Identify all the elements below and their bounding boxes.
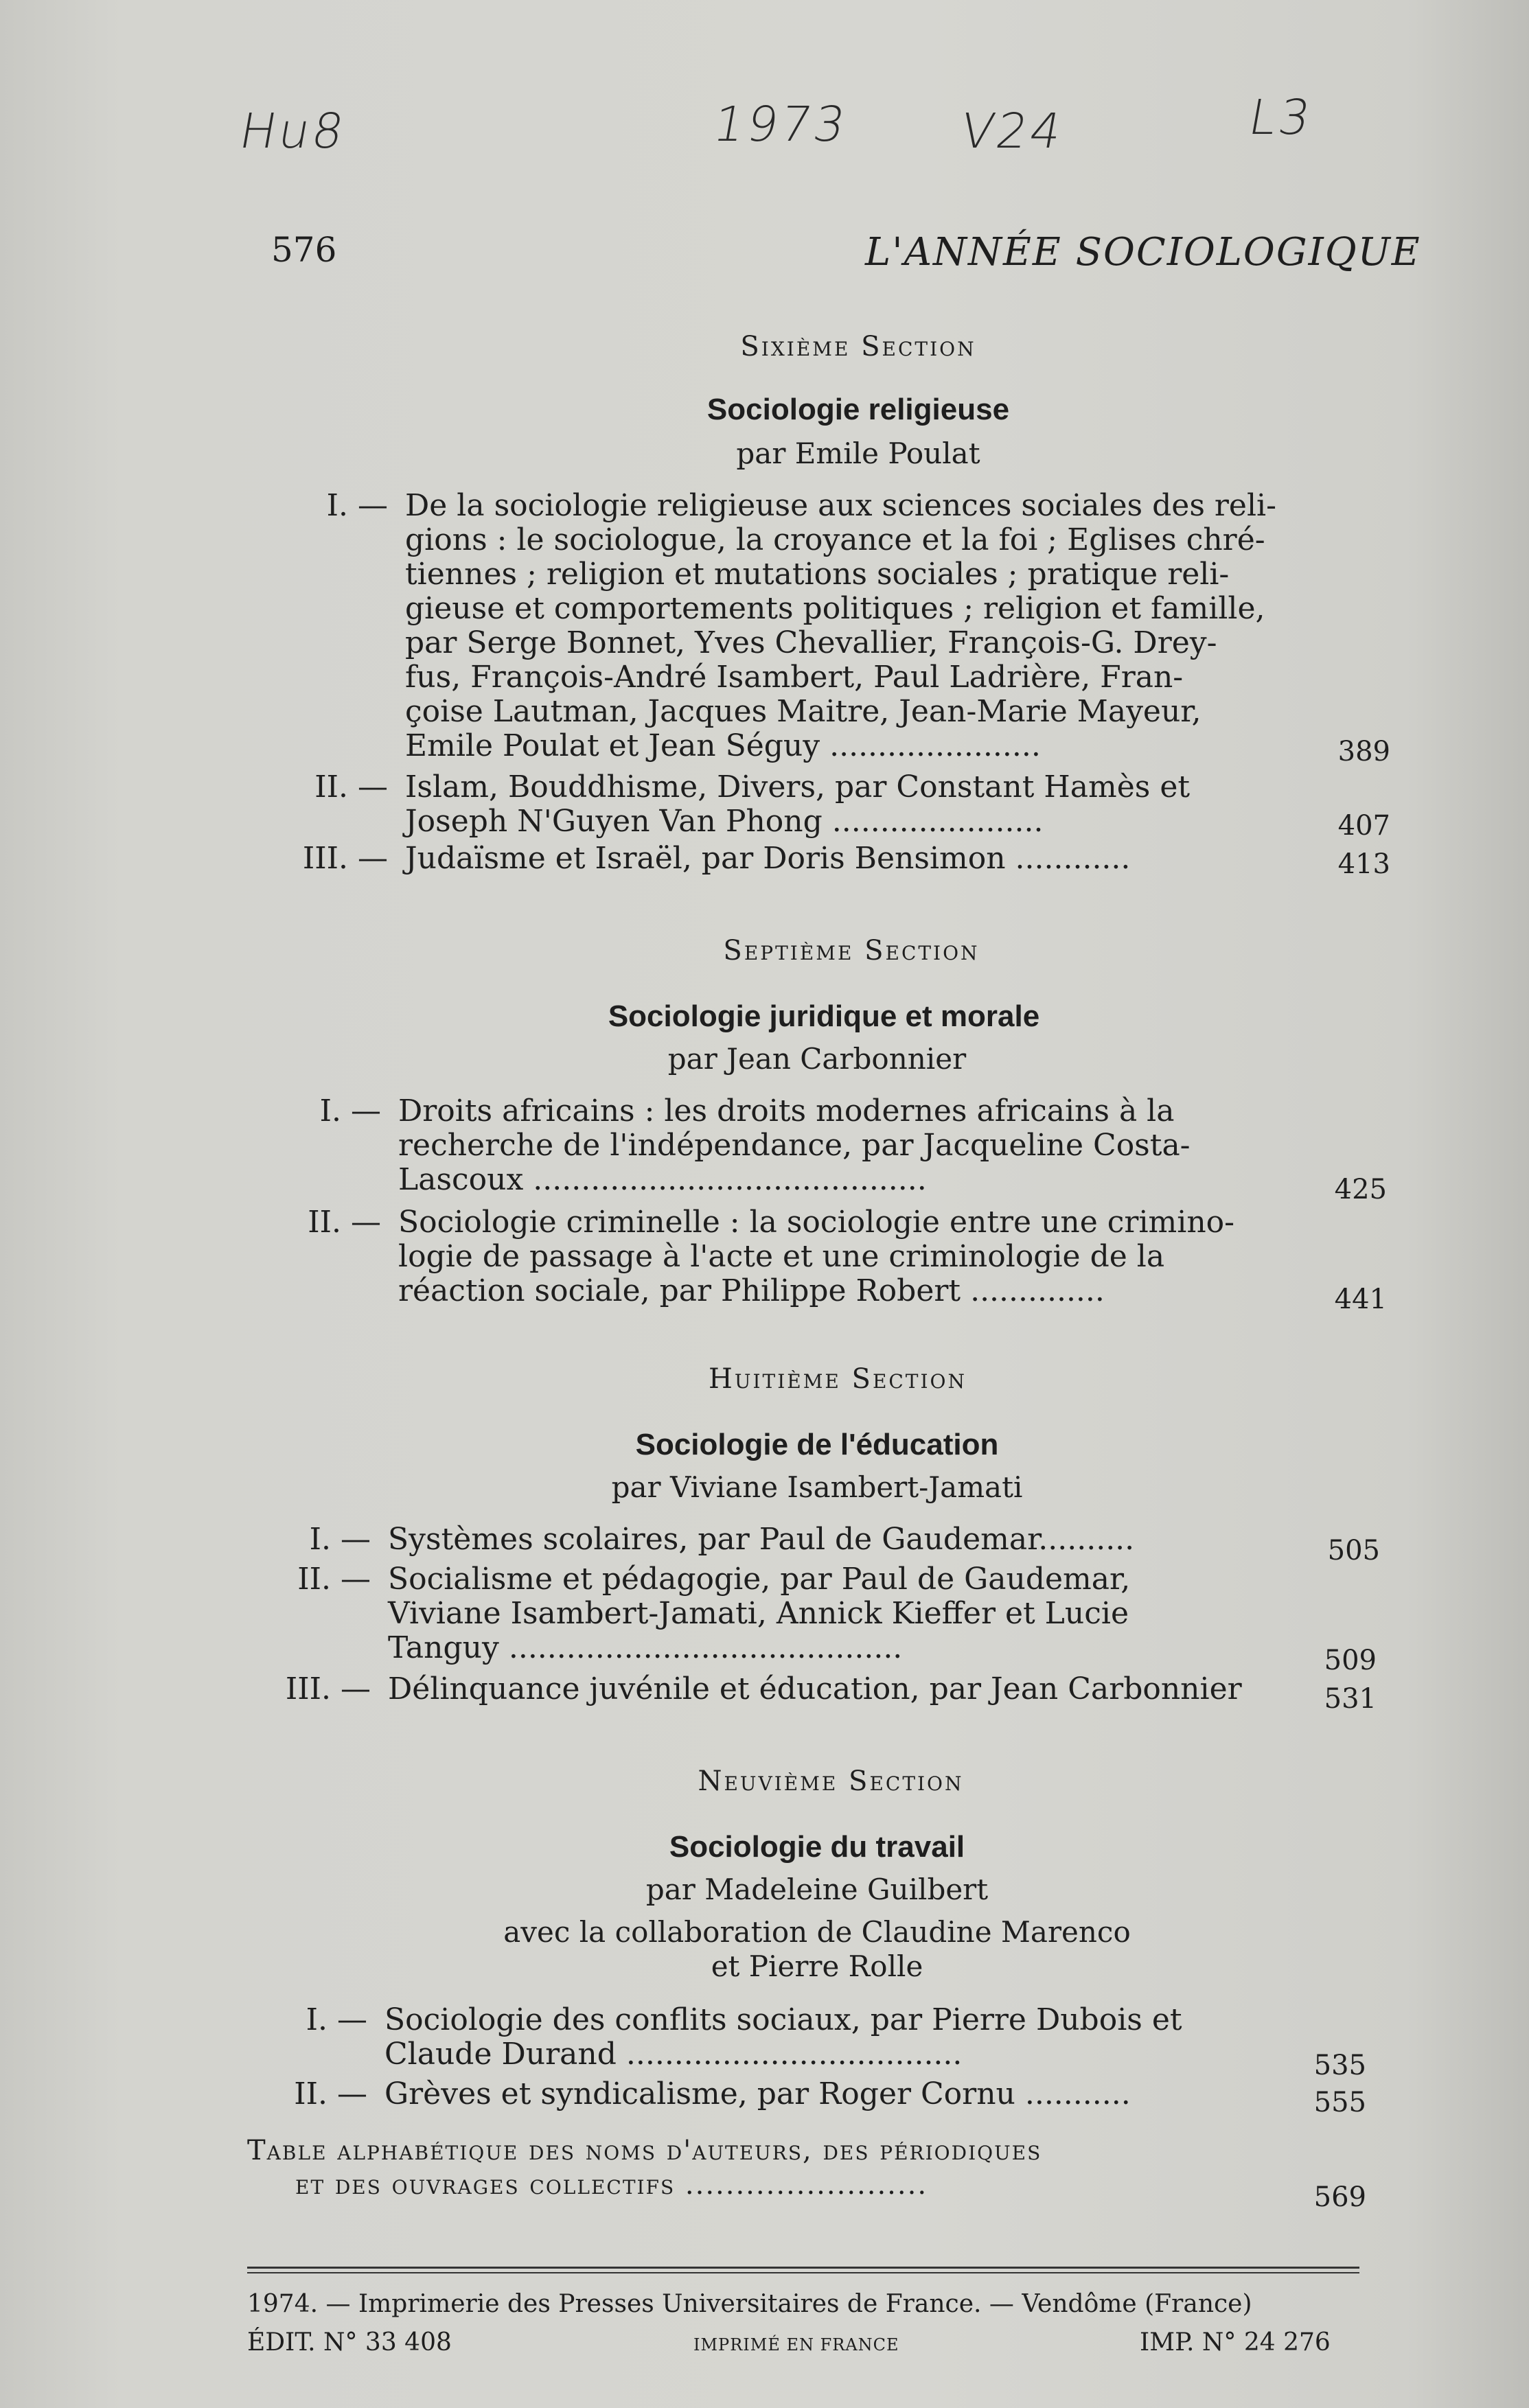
entry-line: Tanguy .........................................	[388, 1630, 903, 1665]
index-page: 569	[1313, 2181, 1366, 2213]
entry-page: 535	[1313, 2050, 1366, 2081]
entry-line: par Serge Bonnet, Yves Chevallier, François-G. Drey-	[405, 625, 1217, 660]
entry-line: çoise Lautman, Jacques Maitre, Jean-Marie Mayeur,	[405, 694, 1202, 729]
entry-number: I. —	[306, 2002, 367, 2037]
handwritten-note-2: 1973	[709, 96, 853, 152]
entry-line: Systèmes scolaires, par Paul de Gaudemar..........	[388, 1522, 1135, 1557]
entry-page: 531	[1324, 1683, 1377, 1715]
entry-line: Délinquance juvénile et éducation, par Jean Carbonnier	[388, 1671, 1242, 1706]
entry-number: III. —	[285, 1671, 371, 1706]
entry-line: Sociologie criminelle : la sociologie entre une crimino-	[398, 1205, 1235, 1240]
entry-page: 555	[1313, 2087, 1366, 2118]
entry-number: II. —	[314, 769, 388, 804]
entry-line: recherche de l'indépendance, par Jacqueline Costa-	[398, 1128, 1191, 1163]
section-author-extra: avec la collaboration de Claudine Marenco	[503, 1915, 1131, 1949]
printer-line: 1974. — Imprimerie des Presses Universitaires de France. — Vendôme (France)	[247, 2290, 1252, 2318]
printed-in: IMPRIMÉ EN FRANCE	[693, 2335, 899, 2354]
section-heading: Septième Section	[723, 935, 980, 966]
section-heading: Huitième Section	[709, 1363, 967, 1395]
entry-number: II. —	[308, 1205, 381, 1240]
section-author: par Viviane Isambert-Jamati	[611, 1470, 1023, 1504]
entry-line: Claude Durand ...................................	[384, 2037, 963, 2072]
entry-number: II. —	[294, 2076, 367, 2111]
entry-page: 389	[1337, 736, 1390, 767]
entry-line: Emile Poulat et Jean Séguy ......................	[405, 728, 1041, 763]
entry-number: III. —	[302, 841, 388, 876]
entry-page: 505	[1327, 1535, 1380, 1566]
entry-line: Judaïsme et Israël, par Doris Bensimon ............	[405, 841, 1131, 876]
entry-line: De la sociologie religieuse aux sciences sociales des reli-	[405, 488, 1276, 523]
entry-line: Droits africains : les droits modernes africains à la	[398, 1093, 1175, 1128]
footer-rule	[247, 2267, 1359, 2269]
entry-number: I. —	[326, 488, 388, 523]
imp-number: IMP. N° 24 276	[1140, 2328, 1331, 2357]
entry-line: Grèves et syndicalisme, par Roger Cornu ...........	[384, 2076, 1131, 2111]
footer-rule	[247, 2272, 1359, 2273]
running-title: L'ANNÉE SOCIOLOGIQUE	[865, 230, 1421, 275]
entry-page: 407	[1337, 810, 1390, 842]
entry-page: 425	[1334, 1174, 1387, 1205]
index-line: et des ouvrages collectifs ........................	[295, 2169, 928, 2201]
section-heading: Neuvième Section	[698, 1766, 964, 1797]
entry-line: Socialisme et pédagogie, par Paul de Gaudemar,	[388, 1562, 1131, 1597]
entry-line: Sociologie des conflits sociaux, par Pierre Dubois et	[384, 2002, 1182, 2037]
entry-number: I. —	[319, 1093, 381, 1128]
entry-line: logie de passage à l'acte et une criminologie de la	[398, 1239, 1165, 1274]
entry-number: II. —	[297, 1562, 371, 1597]
entry-line: réaction sociale, par Philippe Robert ..............	[398, 1273, 1105, 1308]
entry-line: Viviane Isambert-Jamati, Annick Kieffer et Lucie	[388, 1596, 1129, 1631]
entry-page: 509	[1324, 1645, 1377, 1676]
section-author: par Jean Carbonnier	[667, 1042, 967, 1076]
section-title: Sociologie du travail	[669, 1830, 965, 1864]
entry-line: tiennes ; religion et mutations sociales ; pratique reli-	[405, 557, 1230, 592]
entry-line: fus, François-André Isambert, Paul Ladrière, Fran-	[405, 660, 1184, 695]
section-title: Sociologie de l'éducation	[635, 1428, 999, 1461]
section-title: Sociologie juridique et morale	[608, 999, 1040, 1033]
handwritten-note-4: L3	[1244, 89, 1318, 146]
entry-line: Islam, Bouddhisme, Divers, par Constant Hamès et	[405, 769, 1191, 804]
section-title: Sociologie religieuse	[706, 393, 1010, 426]
entry-line: gions : le sociologue, la croyance et la foi ; Eglises chré-	[405, 522, 1265, 557]
entry-line: Lascoux .........................................	[398, 1162, 927, 1197]
section-author-extra: et Pierre Rolle	[711, 1949, 923, 1983]
index-line: Table alphabétique des noms d'auteurs, des périodiques	[247, 2135, 1042, 2166]
entry-page: 441	[1334, 1284, 1387, 1315]
entry-page: 413	[1337, 848, 1390, 880]
handwritten-note-1: Hu8	[235, 103, 351, 159]
entry-line: Joseph N'Guyen Van Phong ......................	[405, 804, 1044, 839]
section-heading: Sixième Section	[740, 331, 976, 362]
entry-number: I. —	[309, 1522, 371, 1557]
handwritten-note-3: V24	[956, 103, 1069, 159]
page-number: 576	[271, 230, 337, 270]
edit-number: ÉDIT. N° 33 408	[247, 2328, 452, 2357]
entry-line: gieuse et comportements politiques ; religion et famille,	[405, 591, 1265, 626]
section-author: par Emile Poulat	[736, 437, 980, 470]
section-author: par Madeleine Guilbert	[645, 1873, 989, 1906]
